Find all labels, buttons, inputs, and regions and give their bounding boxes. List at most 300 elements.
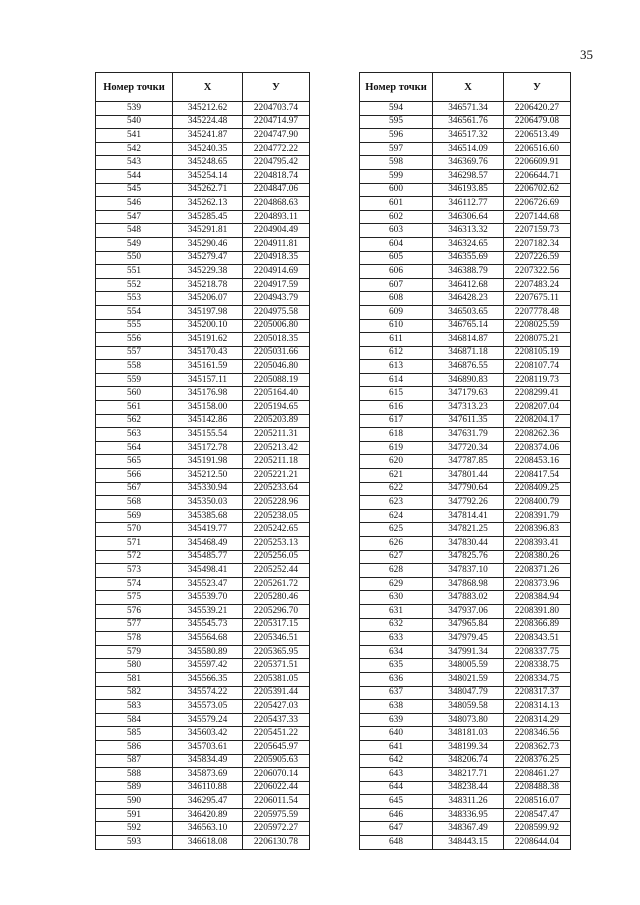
point-number-cell: 613 [360,360,433,374]
x-cell: 347631.79 [433,428,504,442]
table-row [96,319,310,333]
y-cell: 2208075.21 [504,333,571,347]
point-number-cell: 550 [96,251,173,265]
table-row [360,169,571,183]
x-cell: 348047.79 [433,686,504,700]
y-cell: 2208393.41 [504,537,571,551]
table-row [360,346,571,360]
table-row [96,360,310,374]
point-number-cell: 548 [96,224,173,238]
table-row [96,102,310,116]
x-cell: 347883.02 [433,591,504,605]
point-number-cell: 585 [96,727,173,741]
x-cell: 346890.83 [433,373,504,387]
y-cell: 2205346.51 [243,632,310,646]
table-row [96,292,310,306]
table-row [96,740,310,754]
y-cell: 2205261.72 [243,577,310,591]
table-row [360,401,571,415]
x-cell: 347825.76 [433,550,504,564]
y-cell: 2208314.13 [504,700,571,714]
page-number: 35 [580,47,593,62]
point-number-cell: 570 [96,523,173,537]
y-cell: 2206011.54 [243,795,310,809]
y-cell: 2208516.07 [504,795,571,809]
table-row [360,754,571,768]
y-cell: 2205371.51 [243,659,310,673]
table-row [96,197,310,211]
y-cell: 2206516.60 [504,142,571,156]
table-row [360,740,571,754]
point-number-cell: 574 [96,577,173,591]
x-cell: 346298.57 [433,169,504,183]
y-cell: 2204818.74 [243,169,310,183]
x-cell: 345212.62 [173,102,243,116]
point-number-cell: 647 [360,822,433,836]
header-x: X [433,73,504,102]
y-cell: 2207322.56 [504,265,571,279]
y-cell: 2204914.69 [243,265,310,279]
point-number-cell: 547 [96,210,173,224]
y-cell: 2207182.34 [504,237,571,251]
y-cell: 2204847.06 [243,183,310,197]
y-cell: 2207675.11 [504,292,571,306]
y-cell: 2208338.75 [504,659,571,673]
point-number-cell: 586 [96,740,173,754]
y-cell: 2208547.47 [504,808,571,822]
header-y: У [243,73,310,102]
table-row [360,537,571,551]
table-row [360,224,571,238]
x-cell: 346306.64 [433,210,504,224]
table-row [360,197,571,211]
x-cell: 345597.42 [173,659,243,673]
y-cell: 2205437.33 [243,713,310,727]
y-cell: 2205451.22 [243,727,310,741]
table-row [360,319,571,333]
y-cell: 2204917.59 [243,278,310,292]
point-number-cell: 640 [360,727,433,741]
point-number-cell: 583 [96,700,173,714]
point-number-cell: 557 [96,346,173,360]
table-row [96,686,310,700]
x-cell: 345155.54 [173,428,243,442]
x-cell: 345161.59 [173,360,243,374]
coordinates-table-left [95,72,310,850]
table-row [360,251,571,265]
y-cell: 2208396.83 [504,523,571,537]
point-number-cell: 645 [360,795,433,809]
point-number-cell: 561 [96,401,173,415]
y-cell: 2208461.27 [504,768,571,782]
point-number-cell: 621 [360,469,433,483]
x-cell: 346871.18 [433,346,504,360]
x-cell: 348059.58 [433,700,504,714]
x-cell: 345212.50 [173,469,243,483]
table-row [360,632,571,646]
y-cell: 2204893.11 [243,210,310,224]
y-cell: 2205006.80 [243,319,310,333]
y-cell: 2208417.54 [504,469,571,483]
table-row [96,278,310,292]
table-body-right [360,102,571,850]
y-cell: 2207226.59 [504,251,571,265]
x-cell: 346388.79 [433,265,504,279]
point-number-cell: 606 [360,265,433,279]
x-cell: 345262.13 [173,197,243,211]
table-row [360,387,571,401]
point-number-cell: 578 [96,632,173,646]
point-number-cell: 599 [360,169,433,183]
table-row [96,115,310,129]
x-cell: 345573.05 [173,700,243,714]
x-cell: 345241.87 [173,129,243,143]
point-number-cell: 627 [360,550,433,564]
table-row [96,469,310,483]
x-cell: 346503.65 [433,305,504,319]
point-number-cell: 608 [360,292,433,306]
point-number-cell: 639 [360,713,433,727]
x-cell: 345580.89 [173,645,243,659]
table-row [96,251,310,265]
point-number-cell: 612 [360,346,433,360]
table-row [96,224,310,238]
table-row [360,414,571,428]
table-row [96,142,310,156]
point-number-cell: 543 [96,156,173,170]
point-number-cell: 625 [360,523,433,537]
point-number-cell: 572 [96,550,173,564]
table-row [360,292,571,306]
y-cell: 2208343.51 [504,632,571,646]
x-cell: 347179.63 [433,387,504,401]
point-number-cell: 614 [360,373,433,387]
table-row [96,645,310,659]
table-row [96,618,310,632]
x-cell: 345176.98 [173,387,243,401]
x-cell: 347830.44 [433,537,504,551]
table-row [360,564,571,578]
y-cell: 2208119.73 [504,373,571,387]
y-cell: 2205256.05 [243,550,310,564]
point-number-cell: 542 [96,142,173,156]
point-number-cell: 637 [360,686,433,700]
point-number-cell: 626 [360,537,433,551]
table-row [360,455,571,469]
x-cell: 345172.78 [173,441,243,455]
y-cell: 2207483.24 [504,278,571,292]
point-number-cell: 544 [96,169,173,183]
point-number-cell: 563 [96,428,173,442]
x-cell: 345200.10 [173,319,243,333]
x-cell: 346313.32 [433,224,504,238]
point-number-cell: 591 [96,808,173,822]
y-cell: 2204943.79 [243,292,310,306]
x-cell: 347991.34 [433,645,504,659]
header-y: У [504,73,571,102]
point-number-cell: 592 [96,822,173,836]
table-row [96,795,310,809]
point-number-cell: 580 [96,659,173,673]
y-cell: 2205018.35 [243,333,310,347]
table-row [96,700,310,714]
table-row [360,142,571,156]
y-cell: 2205972.27 [243,822,310,836]
point-number-cell: 635 [360,659,433,673]
table-row [360,604,571,618]
y-cell: 2208374.06 [504,441,571,455]
y-cell: 2208262.36 [504,428,571,442]
x-cell: 345224.48 [173,115,243,129]
point-number-cell: 575 [96,591,173,605]
x-cell: 345566.35 [173,672,243,686]
point-number-cell: 620 [360,455,433,469]
x-cell: 347787.85 [433,455,504,469]
table-row [96,156,310,170]
table-row [96,265,310,279]
x-cell: 345218.78 [173,278,243,292]
point-number-cell: 554 [96,305,173,319]
table-row [96,591,310,605]
table-row [360,577,571,591]
y-cell: 2206513.49 [504,129,571,143]
x-cell: 348336.95 [433,808,504,822]
table-row [96,577,310,591]
x-cell: 346369.76 [433,156,504,170]
point-number-cell: 584 [96,713,173,727]
y-cell: 2208376.25 [504,754,571,768]
y-cell: 2205427.03 [243,700,310,714]
x-cell: 346876.55 [433,360,504,374]
point-number-cell: 545 [96,183,173,197]
y-cell: 2205238.05 [243,509,310,523]
point-number-cell: 644 [360,781,433,795]
y-cell: 2208644.04 [504,836,571,850]
table-row [360,659,571,673]
point-number-cell: 559 [96,373,173,387]
x-cell: 346765.14 [433,319,504,333]
point-number-cell: 593 [96,836,173,850]
x-cell: 347313.23 [433,401,504,415]
y-cell: 2204975.58 [243,305,310,319]
table-row [96,632,310,646]
x-cell: 345498.41 [173,564,243,578]
table-row [96,414,310,428]
y-cell: 2205211.31 [243,428,310,442]
point-number-cell: 564 [96,441,173,455]
y-cell: 2205317.15 [243,618,310,632]
y-cell: 2208373.96 [504,577,571,591]
table-row [96,523,310,537]
x-cell: 345170.43 [173,346,243,360]
point-number-cell: 589 [96,781,173,795]
y-cell: 2205213.42 [243,441,310,455]
table-row [96,183,310,197]
y-cell: 2204904.49 [243,224,310,238]
x-cell: 345248.65 [173,156,243,170]
y-cell: 2205645.97 [243,740,310,754]
x-cell: 345158.00 [173,401,243,415]
point-number-cell: 638 [360,700,433,714]
point-number-cell: 600 [360,183,433,197]
point-number-cell: 560 [96,387,173,401]
point-number-cell: 633 [360,632,433,646]
point-number-cell: 558 [96,360,173,374]
y-cell: 2207778.48 [504,305,571,319]
table-row [96,346,310,360]
point-number-cell: 611 [360,333,433,347]
point-number-cell: 597 [360,142,433,156]
x-cell: 345539.70 [173,591,243,605]
x-cell: 347792.26 [433,496,504,510]
y-cell: 2207159.73 [504,224,571,238]
x-cell: 345229.38 [173,265,243,279]
point-number-cell: 642 [360,754,433,768]
point-number-cell: 553 [96,292,173,306]
x-cell: 348238.44 [433,781,504,795]
x-cell: 345262.71 [173,183,243,197]
x-cell: 348367.49 [433,822,504,836]
x-cell: 347611.35 [433,414,504,428]
x-cell: 345579.24 [173,713,243,727]
x-cell: 345240.35 [173,142,243,156]
x-cell: 346428.23 [433,292,504,306]
table-row [360,768,571,782]
y-cell: 2205365.95 [243,645,310,659]
table-row [96,550,310,564]
point-number-cell: 602 [360,210,433,224]
point-number-cell: 539 [96,102,173,116]
y-cell: 2206702.62 [504,183,571,197]
point-number-cell: 594 [360,102,433,116]
x-cell: 347937.06 [433,604,504,618]
table-row [96,401,310,415]
point-number-cell: 618 [360,428,433,442]
point-number-cell: 631 [360,604,433,618]
point-number-cell: 615 [360,387,433,401]
y-cell: 2205975.59 [243,808,310,822]
y-cell: 2205233.64 [243,482,310,496]
table-row [360,210,571,224]
point-number-cell: 595 [360,115,433,129]
point-number-cell: 610 [360,319,433,333]
point-number-cell: 596 [360,129,433,143]
table-row [360,781,571,795]
table-row [96,210,310,224]
x-cell: 345197.98 [173,305,243,319]
y-cell: 2208453.16 [504,455,571,469]
point-number-cell: 605 [360,251,433,265]
x-cell: 346112.77 [433,197,504,211]
y-cell: 2208105.19 [504,346,571,360]
x-cell: 346563.10 [173,822,243,836]
x-cell: 346295.47 [173,795,243,809]
x-cell: 347965.84 [433,618,504,632]
y-cell: 2208107.74 [504,360,571,374]
x-cell: 347790.64 [433,482,504,496]
table-row [360,333,571,347]
table-row [96,727,310,741]
table-row [360,618,571,632]
y-cell: 2208346.56 [504,727,571,741]
table-row [96,537,310,551]
x-cell: 345419.77 [173,523,243,537]
point-number-cell: 629 [360,577,433,591]
y-cell: 2204868.63 [243,197,310,211]
point-number-cell: 581 [96,672,173,686]
x-cell: 345539.21 [173,604,243,618]
table-row [96,373,310,387]
y-cell: 2208409.25 [504,482,571,496]
y-cell: 2206022.44 [243,781,310,795]
table-row [360,686,571,700]
y-cell: 2204703.74 [243,102,310,116]
y-cell: 2206609.91 [504,156,571,170]
table-row [360,183,571,197]
x-cell: 347837.10 [433,564,504,578]
table-row [360,523,571,537]
y-cell: 2208362.73 [504,740,571,754]
table-header-row [360,73,571,102]
y-cell: 2208371.26 [504,564,571,578]
point-number-cell: 571 [96,537,173,551]
x-cell: 347821.25 [433,523,504,537]
x-cell: 346514.09 [433,142,504,156]
y-cell: 2208025.59 [504,319,571,333]
x-cell: 346355.69 [433,251,504,265]
x-cell: 345191.62 [173,333,243,347]
table-row [96,781,310,795]
x-cell: 346561.76 [433,115,504,129]
point-number-cell: 634 [360,645,433,659]
table-row [96,441,310,455]
y-cell: 2204714.97 [243,115,310,129]
point-number-cell: 604 [360,237,433,251]
y-cell: 2205046.80 [243,360,310,374]
y-cell: 2208599.92 [504,822,571,836]
y-cell: 2205296.70 [243,604,310,618]
y-cell: 2204747.90 [243,129,310,143]
x-cell: 347868.98 [433,577,504,591]
table-row [360,713,571,727]
x-cell: 346110.88 [173,781,243,795]
x-cell: 345468.49 [173,537,243,551]
point-number-cell: 568 [96,496,173,510]
x-cell: 346618.08 [173,836,243,850]
x-cell: 346517.32 [433,129,504,143]
table-row [96,129,310,143]
table-row [360,265,571,279]
x-cell: 345285.45 [173,210,243,224]
x-cell: 345873.69 [173,768,243,782]
table-row [96,169,310,183]
table-row [360,496,571,510]
x-cell: 345157.11 [173,373,243,387]
point-number-cell: 632 [360,618,433,632]
point-number-cell: 601 [360,197,433,211]
table-row [360,822,571,836]
x-cell: 347814.41 [433,509,504,523]
point-number-cell: 643 [360,768,433,782]
table-row [360,115,571,129]
table-row [96,333,310,347]
point-number-cell: 641 [360,740,433,754]
point-number-cell: 573 [96,564,173,578]
point-number-cell: 562 [96,414,173,428]
table-row [96,604,310,618]
table-row [96,836,310,850]
x-cell: 346412.68 [433,278,504,292]
